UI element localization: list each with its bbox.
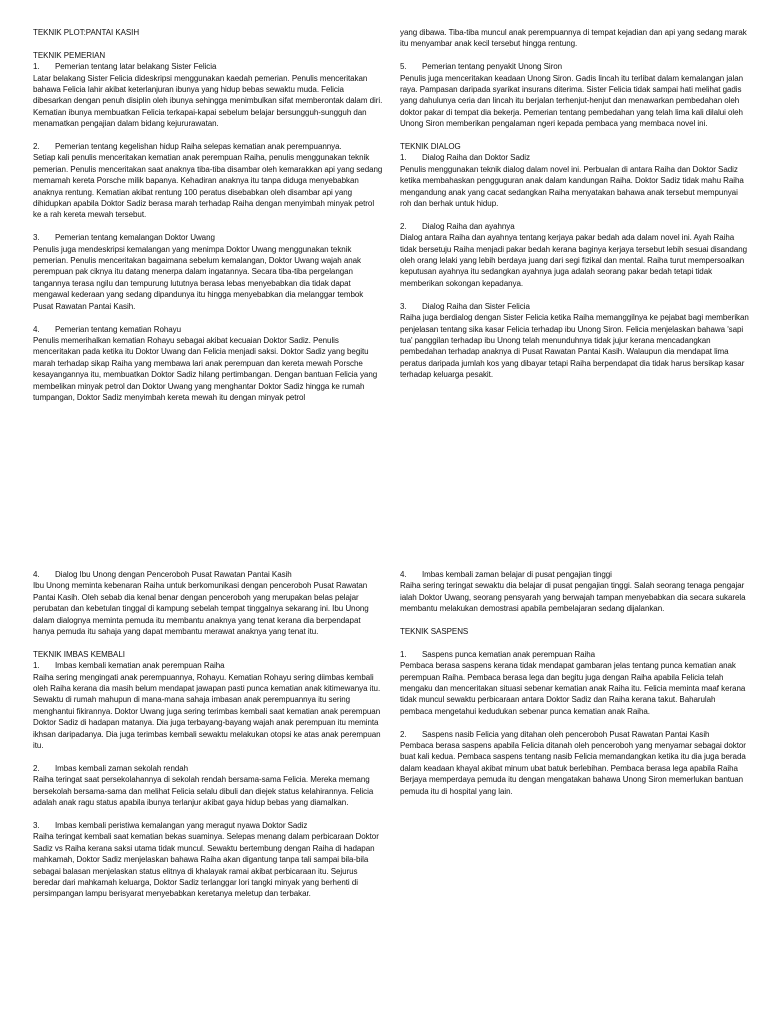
column-top-left — [33, 27, 383, 403]
item-body: Penulis memerihalkan kematian Rohayu sebagai akibat kecuaian Doktor Sadiz. Penulis menceritakan pada ketika itu Doktor Uwang dan Felicia menjadi saksi. Doktor Sadiz yang begitu marah terhadap sikap Raiha yang membawa lari anak perempuan dan kereta mewah Porsche kesayangannya itu, membuatkan Doktor Sadiz hilang pertimbangan. Dengan bantuan Felicia yang membelikan minyak petrol dan Doktor Uwang yang menghantar Doktor Sadiz hingga ke rumah tumpangan, Doktor Sadiz menyimbah kereta mewah itu dengan minyak petrol — [33, 335, 378, 402]
pemerian-item-3 — [33, 232, 383, 312]
item-body: Setiap kali penulis menceritakan kematian anak perempuan Raiha, penulis menggunakan teknik pemerian. Penulis menceritakan saat anaknya tiba-tiba disambar oleh kemarakkan api yang sedang memamah kereta Porsche milik bapanya. Kehadiran anaknya itu tanpa diduga menyebabkan anaknya rentung. Kematian akibat rentung 100 peratus disebabkan oleh disambar api yang dihidupkan apabila Doktor Sadiz berasa marah terhadap Raiha dengan menyimbah minyak petrol ke a rah kereta mewah tersebut. — [33, 153, 383, 220]
item-heading: Imbas kembali kematian anak perempuan Raiha — [55, 661, 225, 671]
item-body: Penulis juga menceritakan keadaan Unong Siron. Gadis lincah itu terlibat dalam kemalangan jalan raya. Pampasan daripada syarikat insurans diterima. Sister Felicia tidak sampai hati melihat gadis yang dahulunya ceria dan lincah itu berjalan terhenjut-henjut dan menawarkan pembedahan oleh doktor pakar di tempat dia bekerja. Pemerian tentang pembedahan yang telah lima kali dilalui oleh Unong Siron memberikan pengalaman ngeri kepada pembaca yang membaca novel ini. — [400, 73, 744, 129]
continued-paragraph: yang dibawa. Tiba-tiba muncul anak perempuannya di tempat kejadian dan api yang sedang marak itu menyambar anak kecil tersebut hingga rentung. — [400, 28, 747, 49]
item-number: 2. — [400, 729, 407, 739]
imbas-item-4 — [400, 569, 750, 615]
dialog-item-4 — [33, 569, 383, 637]
item-number: 1. — [33, 661, 40, 671]
item-heading: Saspens punca kematian anak perempuan Raiha — [422, 649, 596, 659]
item-number: 3. — [33, 233, 40, 243]
pemerian-item-2 — [33, 141, 383, 221]
item-number: 1. — [400, 649, 407, 659]
item-number: 2. — [400, 221, 407, 231]
item-heading: Pemerian tentang latar belakang Sister Felicia — [55, 62, 217, 72]
saspens-item-1 — [400, 649, 750, 717]
section-title-saspens: TEKNIK SASPENS — [400, 627, 469, 637]
item-heading: Dialog Raiha dan ayahnya — [422, 221, 515, 231]
item-heading: Saspens nasib Felicia yang ditahan oleh penceroboh Pusat Rawatan Pantai Kasih — [422, 729, 710, 739]
item-body: Dialog antara Raiha dan ayahnya tentang kerjaya pakar bedah ada dalam novel ini. Ayah Raiha tidak bersetuju Raiha menjadi pakar bedah kerana baginya kerjaya tersebut lebih sesuai disandang oleh orang lelaki yang lebih berdaya juang dari segi fizikal dan mental. Raiha turut mempersoalkan keputusan ayahnya itu sedangkan ayahnya juga adalah seorang pakar bedah tetapi tidak memberikan sokongan kepadanya. — [400, 233, 747, 288]
pemerian-item-4 — [33, 324, 383, 404]
item-heading: Dialog Ibu Unong dengan Penceroboh Pusat Rawatan Pantai Kasih — [55, 570, 292, 579]
item-heading: Imbas kembali zaman sekolah rendah — [55, 763, 189, 773]
item-number: 4. — [400, 570, 407, 579]
item-body: Raiha teringat kembali saat kematian bekas suaminya. Selepas menang dalam perbicaraan Doktor Sadiz vs Raiha kerana saksi utama tidak muncul. Sewaktu bertembung dengan Raiha di hadapan mahkamah, Doktor Sadiz menjelaskan bahawa Raiha akan digantung tanpa tali sampai bila-bila sebagai balasan menjelaskan status elitnya di khalayak ramai akibat perbicaraan itu. Sejurus beredar dari mahkamah keluarga, Doktor Sadiz terlanggar lori tangki minyak yang berhenti di persimpangan lampu berisyarat menyebabkan keretanya meletup dan terbakar. — [33, 832, 379, 899]
item-body: Latar belakang Sister Felicia dideskripsi menggunakan kaedah pemerian. Penulis menceritakan bahawa Felicia lahir akibat keterlanjuran ibunya yang hidup bebas sewaktu muda. Felicia dibesarkan dengan penuh disiplin oleh ibunya sehingga menimbulkan sifat memberontak dalam diri. Kematian ibunya membuatkan Felicia terkapai-kapai sebelum belajar bersungguh-sungguh dan menamatkan pengajian dalam bidang kejururawatan. — [33, 73, 383, 129]
item-heading: Pemerian tentang kegelishan hidup Raiha selepas kematian anak perempuannya. — [55, 142, 342, 152]
imbas-item-2 — [33, 763, 383, 809]
dialog-item-2 — [400, 221, 750, 289]
column-top-right — [400, 27, 750, 381]
pemerian-item-5 — [400, 61, 750, 129]
section-title-dialog: TEKNIK DIALOG — [400, 142, 461, 152]
item-number: 2. — [33, 142, 40, 152]
dialog-item-3 — [400, 301, 750, 381]
item-body: Pembaca berasa saspens kerana tidak mendapat gambaran jelas tentang punca kematian anak perempuan Raiha. Pembaca berasa lega dan begitu juga dengan Raiha apabila Felicia telah mengaku dan menceritakan situasi sebenar kematian anak Raiha itu. Felicia meminta maaf kerana tidak muncul sewaktu perbicaraan antara Doktor Sadiz dan Raiha kerana takut. Baharulah pembaca mengetahui kedudukan sebenar punca kematian anak Raiha. — [400, 661, 746, 716]
dialog-section — [400, 141, 750, 152]
item-number: 2. — [33, 763, 40, 773]
section-title-pemerian: TEKNIK PEMERIAN — [33, 50, 106, 60]
item-body: Raiha sering teringat sewaktu dia belajar di pusat pengajian tinggi. Salah seorang tenaga pengajar ialah Doktor Uwang, seorang pensyarah yang berwajah tampan menyebabkan dia secara sukarela membantu melakukan demostrasi apabila pembelajaran sedang dijalankan. — [400, 581, 746, 614]
item-number: 5. — [400, 62, 407, 72]
dialog-item-1 — [400, 152, 750, 209]
document-title: TEKNIK PLOT:PANTAI KASIH — [33, 28, 140, 37]
column-bottom-right — [400, 569, 750, 797]
section-title-imbas-kembali: TEKNIK IMBAS KEMBALI — [33, 649, 125, 659]
item-number: 1. — [33, 62, 40, 72]
item-body: Raiha juga berdialog dengan Sister Felicia ketika Raiha memanggilnya ke pejabat bagi memberikan penjelasan tentang sika kasar Felicia terhadap ibu Unong Siron. Felicia menjelaskan bahawa 'sapi tua' panggilan terhadap ibu Unong telah menunduhnya tidak jujur kerana mencadangkan pembedahan terhadap anaknya di Pusat Rawatan Pantai Kasih. Walaupun dia mendapat lima peratus daripada jumlah kos yang dibayar tetapi Raiha berpendapat dia tidak harus bersikap kasar terhadap keluarga pesakit. — [400, 313, 749, 380]
item-heading: Imbas kembali peristiwa kemalangan yang meragut nyawa Doktor Sadiz — [55, 820, 308, 830]
item-body: Penulis menggunakan teknik dialog dalam novel ini. Perbualan di antara Raiha dan Doktor Sadiz ketika membahaskan pengguguran anak dalam kandungan Raiha. Doktor Sadiz tidak mahu Raiha mengandung anak yang cacat sedangkan Raiha menyatakan bahawa anak tersebut mempunyai roh dan berhak untuk hidup. — [400, 164, 744, 209]
item-body: Pembaca berasa saspens apabila Felicia ditanah oleh penceroboh yang menyamar sebagai doktor buat kali kedua. Pembaca saspens tentang nasib Felicia memandangkan ketika itu dia juga berada dalam keadaan khayal akibat minum ubat batuk berlebihan. Pembaca berasa lega apabila Raiha Berjaya memperdaya pemuda itu dengan mengatakan bahawa Unong Siron memerlukan bantuan pemuda itu di hospital yang lain. — [400, 741, 746, 796]
item-heading: Pemerian tentang penyakit Unong Siron — [422, 62, 563, 72]
item-number: 1. — [400, 153, 407, 163]
item-body: Penulis juga mendeskripsi kemalangan yang menimpa Doktor Uwang menggunakan teknik pemerian. Penulis menceritakan bagaimana sebelum kemalangan, Doktor Uwang wajah anak perempuan pak ciknya itu datang menerpa dalam ingatannya. Secara tiba-tiba pergelangan tangannya terasa ngilu dan tempurung lututnya berasa lebas menyebabkan dia tidak dapat mengawal kederaan yang sedang dipandunya itu hingga menyebabkan dia melanggar tembok Pusat Rawatan Pantai Kasih. — [33, 244, 364, 311]
item-number: 4. — [33, 570, 40, 579]
item-number: 3. — [33, 820, 40, 830]
saspens-item-2 — [400, 729, 750, 797]
imbas-item-1 — [33, 660, 383, 751]
item-body: Ibu Unong meminta kebenaran Raiha untuk berkomunikasi dengan penceroboh Pusat Rawatan Pantai Kasih. Oleh sebab dia kenal benar dengan penceroboh yang merupakan belas pelajar perubatan dan kebetulan tinggal di kampung sebelah tempat tinggalnya sekarang ini. Ibu Unong dalam dialognya meminta pemuda itu membantu anaknya yang tenat kerana dia berpendapat hanya pemuda itu sahaja yang dapat membantu merawat anaknya yang tenat itu. — [33, 581, 369, 637]
item-body: Raiha sering mengingati anak perempuannya, Rohayu. Kematian Rohayu sering diimbas kembali oleh Raiha kerana dia masih belum mendapat jawapan pasti punca kematian anak kitimewanya itu. Sewaktu di rumah mahupun di mana-mana sahaja imbasan anak perempuannya itu sering menghantui fikirannya. Doktor Uwang juga sering terimbas kembali saat kematian anak perempuan Doktor Sadiz di hadapan matanya. Dia juga terbayang-bayang wajah anak perempuan itu meminta ikhsan daripadanya. Dia juga terimbas kembali sewaktu melakukan otopsi ke atas anak perempuan itu. — [33, 672, 381, 751]
item-heading: Pemerian tentang kematian Rohayu — [55, 324, 182, 334]
item-body: Raiha teringat saat persekolahannya di sekolah rendah bersama-sama Felicia. Mereka memang bersekolah bersama-sama dan melihat Felicia selalu dibuli dan diejek status kelahirannya. Felicia adalah anak ragu status apabila ibunya terlanjur akibat gaya hidup bebas yang diamalkan. — [33, 775, 374, 808]
pemerian-item-1 — [33, 61, 383, 129]
item-heading: Dialog Raiha dan Doktor Sadiz — [422, 153, 530, 163]
item-number: 4. — [33, 324, 40, 334]
item-number: 3. — [400, 301, 407, 311]
column-bottom-left — [33, 569, 383, 900]
imbas-item-3 — [33, 820, 383, 900]
item-heading: Pemerian tentang kemalangan Doktor Uwang — [55, 233, 215, 243]
item-heading: Imbas kembali zaman belajar di pusat pengajian tinggi — [422, 570, 612, 579]
item-heading: Dialog Raiha dan Sister Felicia — [422, 301, 530, 311]
